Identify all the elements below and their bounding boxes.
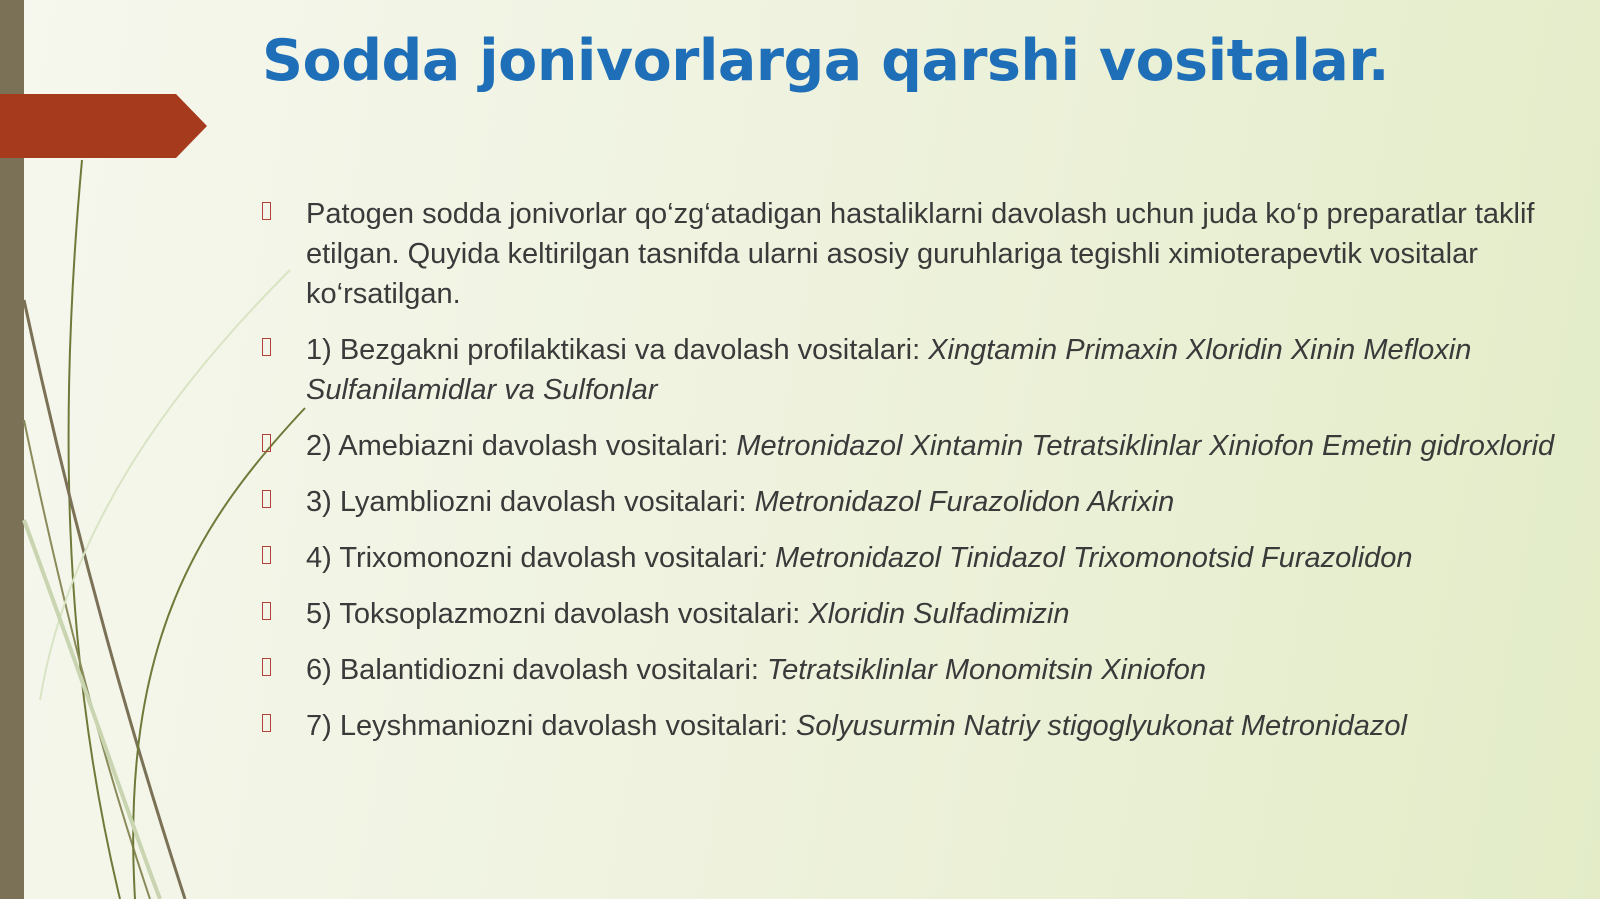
item-drugs: Solyusurmin Natriy stigoglyukonat Metronidazol	[796, 710, 1407, 742]
item-drugs: Xloridin Sulfadimizin	[808, 598, 1070, 630]
item-text: 6) Balantidiozni davolash vositalari:	[306, 654, 768, 686]
list-item	[262, 706, 1572, 746]
item-text: 3) Lyambliozni davolash vositalari:	[306, 486, 755, 518]
item-text: 4) Trixomonozni davolash vositalari	[306, 542, 759, 574]
item-drugs: Xingtamin Primaxin Xloridin Xinin Mefloxin Sulfanilamidlar va Sulfonlar	[306, 334, 1472, 406]
item-drugs: Metronidazol Furazolidon Akrixin	[754, 486, 1175, 518]
item-drugs: Tetratsiklinlar Monomitsin Xiniofon	[767, 654, 1206, 686]
bullet-icon	[262, 202, 271, 220]
item-drugs: : Metronidazol Tinidazol Trixomonotsid Furazolidon	[758, 542, 1413, 574]
list-item	[262, 482, 1572, 522]
bullet-icon	[262, 602, 271, 620]
bullet-icon	[262, 546, 271, 564]
bullet-icon	[262, 658, 271, 676]
bullet-icon	[262, 338, 271, 356]
item-text: 5) Toksoplazmozni davolash vositalari:	[306, 598, 809, 630]
slide-title: Sodda jonivorlarga qarshi vositalar.	[262, 28, 1389, 94]
item-drugs: Metronidazol Xintamin Tetratsiklinlar Xiniofon Emetin gidroxlorid	[736, 430, 1555, 462]
title-arrow-shape	[0, 94, 207, 158]
list-item	[262, 538, 1572, 578]
list-item	[262, 426, 1572, 466]
item-text: Patogen sodda jonivorlar qo‘zg‘atadigan hastaliklarni davolash uchun juda ko‘p preparatlar taklif etilgan. Quyida keltirilgan tasnifda ularni asosiy guruhlariga tegishli ximioterapevtik vositalar ko‘rsatilgan.	[306, 198, 1535, 310]
bullet-icon	[262, 434, 271, 452]
list-item	[262, 194, 1572, 314]
item-text: 2) Amebiazni davolash vositalari:	[306, 430, 737, 462]
bullet-icon	[262, 714, 271, 732]
list-item	[262, 330, 1572, 410]
bullet-icon	[262, 490, 271, 508]
item-text: 1) Bezgakni profilaktikasi va davolash vositalari:	[306, 334, 929, 366]
list-item	[262, 594, 1572, 634]
bullet-list	[262, 194, 1572, 762]
list-item	[262, 650, 1572, 690]
item-text: 7) Leyshmaniozni davolash vositalari:	[306, 710, 797, 742]
